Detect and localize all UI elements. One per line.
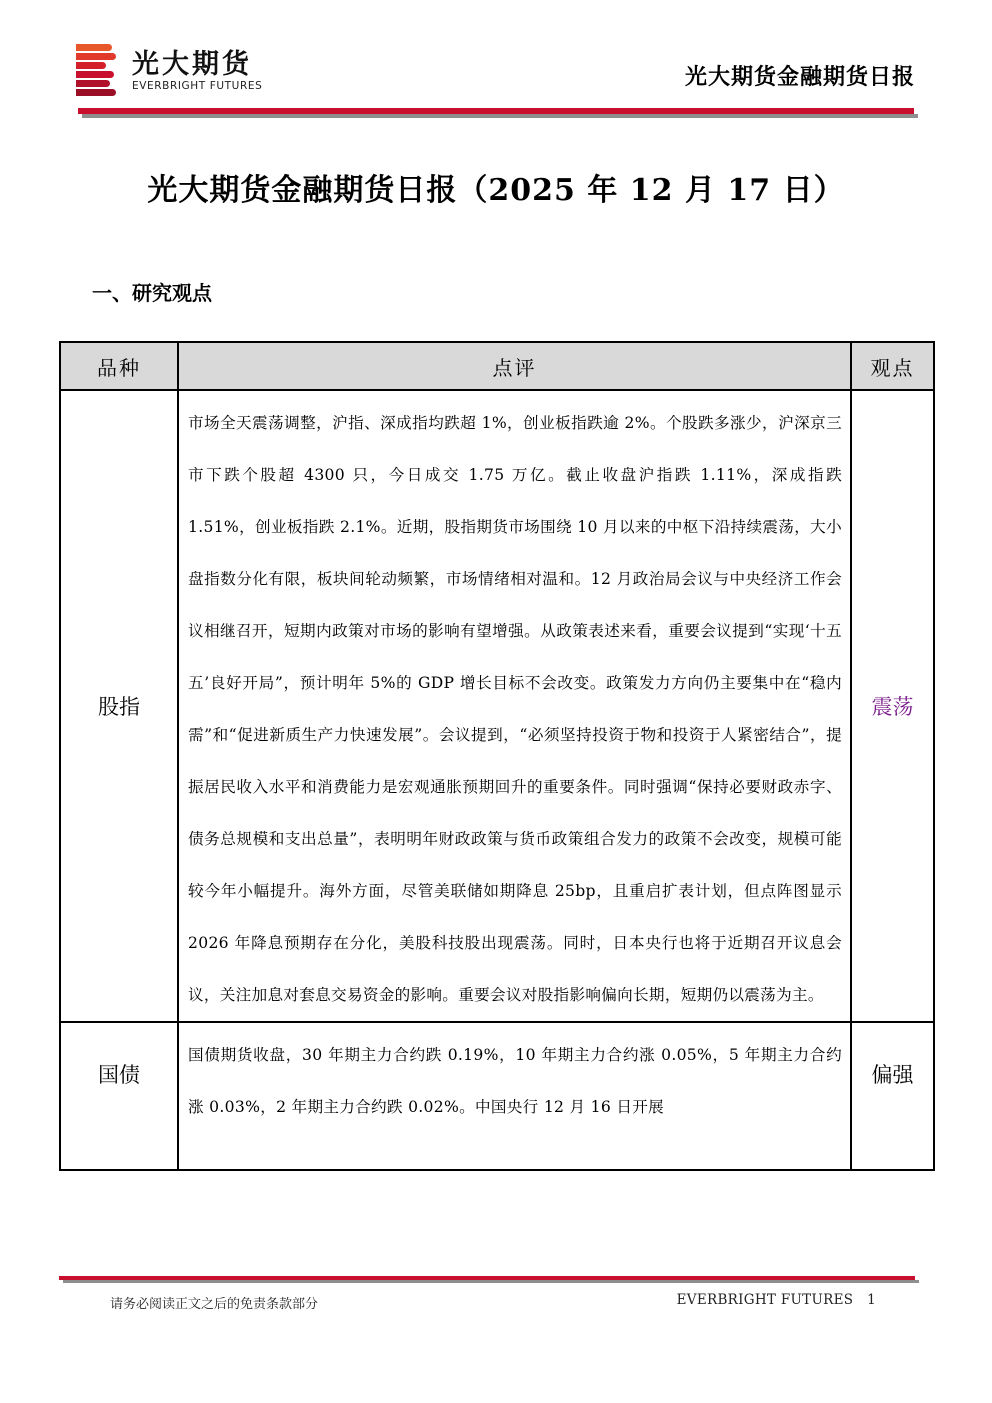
- table-row: [60, 1022, 934, 1170]
- footer-brand-text: EVERBRIGHT FUTURES: [676, 1292, 854, 1308]
- variety-cell: 国债: [60, 1022, 178, 1170]
- research-view-table: [59, 341, 935, 1171]
- section-heading: 一、研究观点: [92, 281, 212, 305]
- header-variety: 品种: [60, 342, 178, 390]
- page-number: 1: [867, 1292, 876, 1308]
- table-header-row: [60, 342, 934, 390]
- report-name: 光大期货金融期货日报: [684, 64, 915, 90]
- comment-cell: 市场全天震荡调整，沪指、深成指均跌超 1%，创业板指跌逾 2%。个股跌多涨少，沪深京三市下跌个股超 4300 只，今日成交 1.75 万亿。截止收盘沪指跌 1.11%，深成指跌 1.51%，创业板指跌 2.1%。近期，股指期货市场围绕 10 月以来的中枢下沿持续震荡，大小盘指数分化有限，板块间轮动频繁，市场情绪相对温和。12 月政治局会议与中央经济工作会议相继召开，短期内政策对市场的影响有望增强。从政策表述来看，重要会议提到“实现‘十五五’良好开局”，预计明年 5%的 GDP 增长目标不会改变。政策发力方向仍主要集中在“稳内需”和“促进新质生产力快速发展”。会议提到，“必须坚持投资于物和投资于人紧密结合”，提振居民收入水平和消费能力是宏观通胀预期回升的重要条件。同时强调“保持必要财政赤字、债务总规模和支出总量”，表明明年财政政策与货币政策组合发力的政策不会改变，规模可能较今年小幅提升。海外方面，尽管美联储如期降息 25bp，且重启扩表计划，但点阵图显示 2026 年降息预期存在分化，美股科技股出现震荡。同时，日本央行也将于近期召开议息会议，关注加息对套息交易资金的影响。重要会议对股指影响偏向长期，短期仍以震荡为主。: [178, 390, 851, 1022]
- header-comment: 点评: [178, 342, 851, 390]
- logo-mark-icon: [76, 44, 116, 96]
- footer-brand: [677, 1292, 876, 1308]
- header-view: 观点: [851, 342, 934, 390]
- table-row: [60, 390, 934, 1022]
- company-logo: [76, 40, 306, 100]
- view-cell: 震荡: [851, 390, 934, 1022]
- footer-disclaimer: 请务必阅读正文之后的免责条款部分: [110, 1297, 319, 1312]
- view-cell: 偏强: [851, 1022, 934, 1170]
- variety-cell: 股指: [60, 390, 178, 1022]
- header-divider-shadow: [82, 114, 918, 118]
- document-title: 光大期货金融期货日报（2025 年 12 月 17 日）: [147, 173, 845, 208]
- logo-text-cn: 光大期货: [132, 49, 252, 80]
- footer-divider-shadow: [63, 1280, 919, 1283]
- logo-text-en: EVERBRIGHT FUTURES: [132, 80, 263, 92]
- comment-cell: 国债期货收盘，30 年期主力合约跌 0.19%，10 年期主力合约涨 0.05%，5 年期主力合约涨 0.03%，2 年期主力合约跌 0.02%。中国央行 12 月 16 日开展: [178, 1022, 851, 1170]
